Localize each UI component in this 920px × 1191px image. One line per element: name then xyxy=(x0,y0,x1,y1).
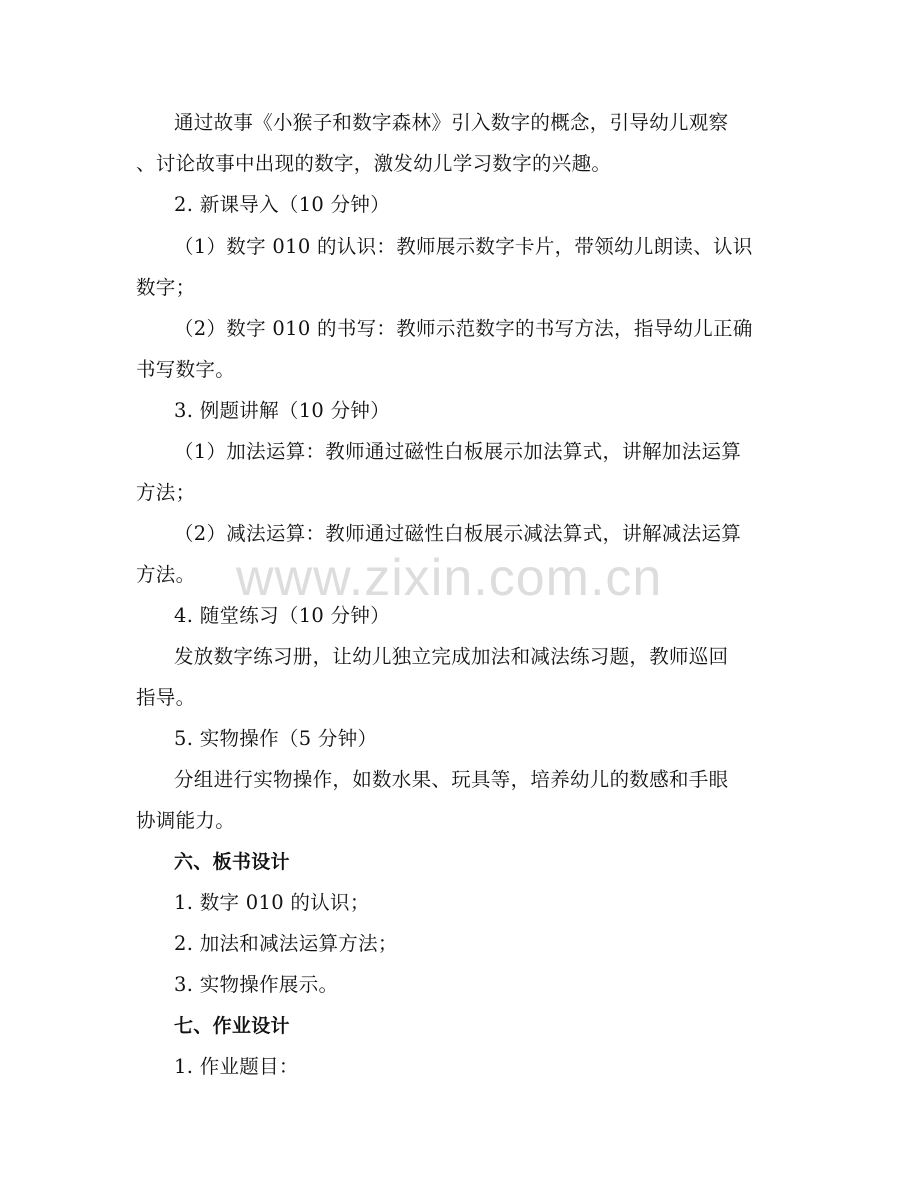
paragraph-line: 发放数字练习册，让幼儿独立完成加法和减法练习题，教师巡回 xyxy=(174,645,729,668)
section-heading: 4. 随堂练习（10 分钟） xyxy=(174,604,391,627)
paragraph-line: （1）加法运算：教师通过磁性白板展示加法算式，讲解加法运算 xyxy=(174,440,742,463)
watermark: www.zixin.com.cn xyxy=(236,549,663,607)
paragraph-line: 方法。 xyxy=(136,563,196,586)
paragraph-line: 书写数字。 xyxy=(136,358,236,381)
paragraph-line: 分组进行实物操作，如数水果、玩具等，培养幼儿的数感和手眼 xyxy=(174,768,729,791)
paragraph-line: （2）数字 010 的书写：教师示范数字的书写方法，指导幼儿正确 xyxy=(174,317,753,340)
list-item: 2. 加法和减法运算方法； xyxy=(174,932,398,955)
paragraph-line: 指导。 xyxy=(136,686,196,709)
section-heading: 5. 实物操作（5 分钟） xyxy=(174,727,378,750)
paragraph-line: 数字； xyxy=(136,276,196,299)
paragraph-line: （1）数字 010 的认识：教师展示数字卡片，带领幼儿朗读、认识 xyxy=(174,235,753,258)
list-item: 3. 实物操作展示。 xyxy=(174,973,339,996)
list-item: 1. 作业题目： xyxy=(174,1055,299,1078)
paragraph-line: 协调能力。 xyxy=(136,809,236,832)
chapter-heading: 七、作业设计 xyxy=(174,1015,290,1037)
paragraph-line: 方法； xyxy=(136,481,196,504)
list-item: 1. 数字 010 的认识； xyxy=(174,891,370,914)
section-heading: 2. 新课导入（10 分钟） xyxy=(174,193,391,216)
paragraph-line: 、讨论故事中出现的数字，激发幼儿学习数字的兴趣。 xyxy=(136,152,612,175)
section-heading: 3. 例题讲解（10 分钟） xyxy=(174,399,391,422)
paragraph-line: 通过故事《小猴子和数字森林》引入数字的概念，引导幼儿观察 xyxy=(174,111,729,134)
paragraph-line: （2）减法运算：教师通过磁性白板展示减法算式，讲解减法运算 xyxy=(174,522,742,545)
chapter-heading: 六、板书设计 xyxy=(174,851,290,873)
